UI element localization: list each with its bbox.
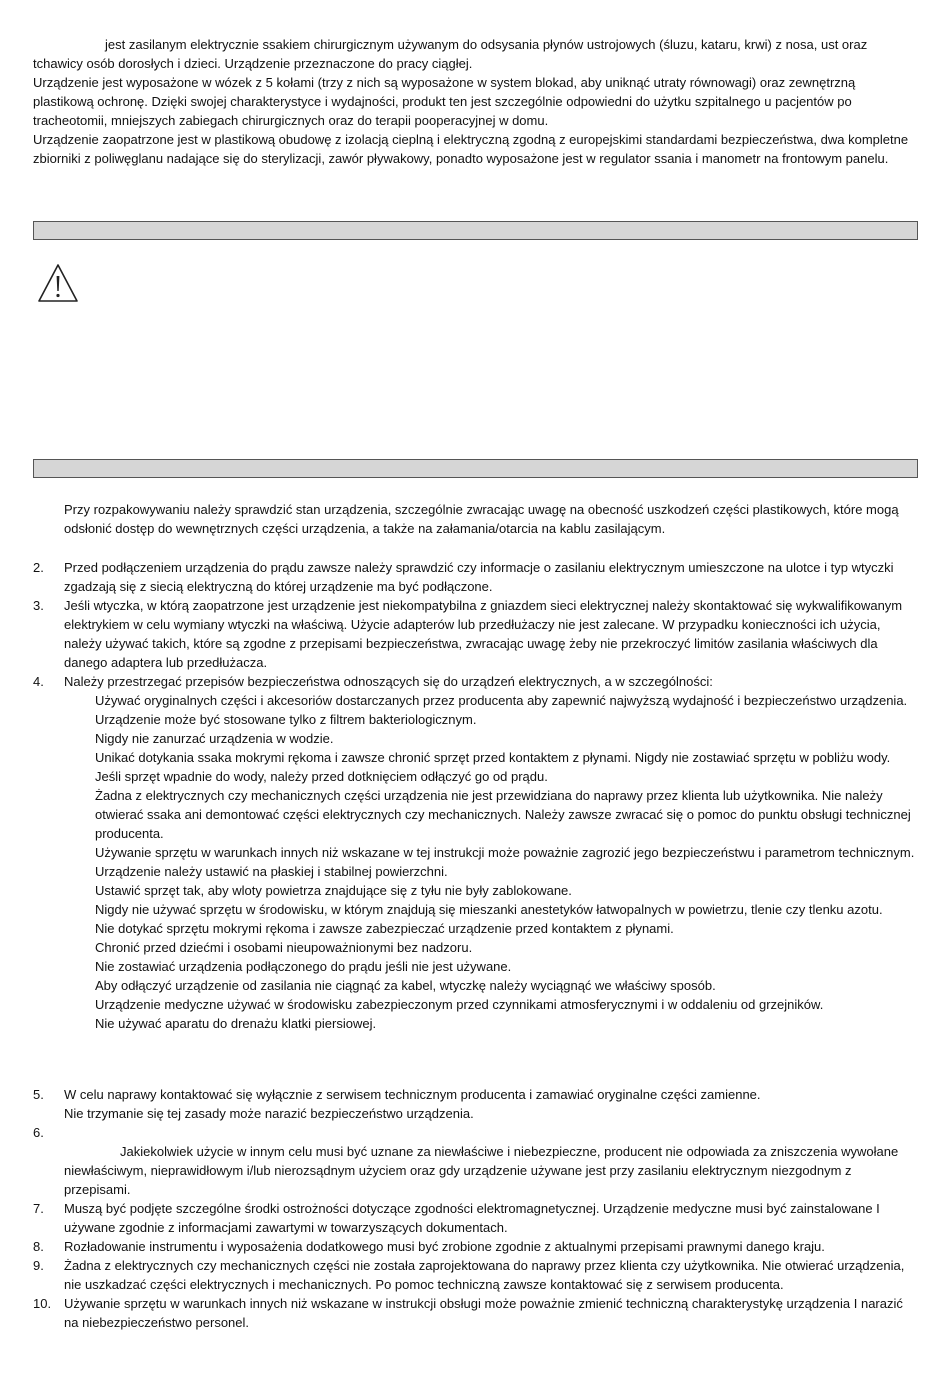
sub-list (95, 691, 917, 1033)
list-item-8: Rozładowanie instrumentu i wyposażenia dodatkowego musi być zrobione zgodnie z aktualnymi przepisami prawnymi danego kraju. (64, 1239, 825, 1254)
list-number: 4. (33, 674, 44, 689)
intro-paragraph-3: Urządzenie zaopatrzone jest w plastikową obudowę z izolacją cieplną i elektryczną zgodną z europejskimi standardami bezpieczeństwa, dwa kompletne zbiorniki z poliwęglanu nadające się do sterylizacji, zawór pływakowy, ponadto wyposażone jest w regulator ssania i manometr na frontowym panelu. (33, 132, 909, 166)
list-item-9: Żadna z elektrycznych czy mechanicznych części nie została zaprojektowana do naprawy przez klienta czy użytkownika. Nie otwierać urządzenia, nie uszkadzać części elektrycznych i mechanicznych. Po pomoc techniczną zawsze kontaktować się z serwisem producenta. (64, 1258, 905, 1292)
sub-list-item: Unikać dotykania ssaka mokrymi rękoma i zawsze chronić sprzęt przed kontaktem z płynami. Nigdy nie zostawiać sprzętu w pobliżu wody. Jeśli sprzęt wpadnie do wody, należy przed dotknięciem odłączyć go od prądu. (95, 750, 891, 784)
sub-list-item: Używanie sprzętu w warunkach innych niż wskazane w tej instrukcji może poważnie zagrozić jego bezpieczeństwu i parametrom technicznym. (95, 845, 915, 860)
intro-paragraph-1: jest zasilanym elektrycznie ssakiem chirurgicznym używanym do odsysania płynów ustrojowych (śluzu, kataru, krwi) z nosa, ust oraz tchawicy osób dorosłych i dzieci. Urządzenie przeznaczone do pracy ciągłej. (33, 37, 868, 71)
section-header-bar-1 (33, 221, 918, 240)
list-number: 9. (33, 1258, 44, 1273)
list-item-7: Muszą być podjęte szczególne środki ostrożności dotyczące zgodności elektromagnetycznej. Urządzenie medyczne musi być zainstalowane I używane zgodnie z informacjami zawartymi w towarzyszących dokumentach. (64, 1201, 880, 1235)
sub-list-item: Używać oryginalnych części i akcesoriów dostarczanych przez producenta aby zapewnić najwyższą wydajność i bezpieczeństwo urządzenia. (95, 693, 908, 708)
sub-list-item: Żadna z elektrycznych czy mechanicznych części urządzenia nie jest przewidziana do naprawy przez klienta lub użytkownika. Nie należy otwierać ssaka ani demontować części elektrycznych czy mechanicznych. Należy zawsze zwracać się o pomoc do punktu obsługi technicznej producenta. (95, 788, 911, 841)
list-number: 5. (33, 1087, 44, 1102)
warning-triangle-icon (36, 262, 80, 304)
list-number: 8. (33, 1239, 44, 1254)
list-item-1: Przy rozpakowywaniu należy sprawdzić stan urządzenia, szczególnie zwracając uwagę na obecność uszkodzeń części plastikowych, które mogą odsłonić dostęp do wewnętrznych części urządzenia, a także na załamania/otarcia na kablu zasilającym. (64, 502, 899, 536)
intro-paragraph-2: Urządzenie jest wyposażone w wózek z 5 kołami (trzy z nich są wyposażone w system blokad, aby uniknąć utraty równowagi) oraz zewnętrzną plastikową ochronę. Dzięki swojej charakterystyce i wydajności, produkt ten jest szczególnie odpowiedni do użytku szpitalnego u pacjentów po tracheotomii, mniejszych zabiegach chirurgicznych oraz do terapii pooperacyjnej w domu. (33, 75, 856, 128)
sub-list-item: Urządzenie należy ustawić na płaskiej i stabilnej powierzchni. (95, 864, 448, 879)
sub-list-item: Urządzenie medyczne używać w środowisku zabezpieczonym przed czynnikami atmosferycznymi i w oddaleniu od grzejników. (95, 997, 824, 1012)
list-item-2: Przed podłączeniem urządzenia do prądu zawsze należy sprawdzić czy informacje o zasilaniu elektrycznym umieszczone na ulotce i typ wtyczki zgadzają się z siecią elektryczną do której urządzenie ma być podłączone. (64, 560, 894, 594)
sub-list-item: Chronić przed dziećmi i osobami nieupoważnionymi bez nadzoru. (95, 940, 473, 955)
list-item-4: Należy przestrzegać przepisów bezpieczeństwa odnoszących się do urządzeń elektrycznych, a w szczególności: (64, 674, 713, 689)
sub-list-item: Nigdy nie zanurzać urządzenia w wodzie. (95, 731, 334, 746)
section-header-bar-2 (33, 459, 918, 478)
list-item-3: Jeśli wtyczka, w którą zaopatrzone jest urządzenie jest niekompatybilna z gniazdem sieci elektrycznej należy skontaktować się wykwalifikowanym elektrykiem w celu wymiany wtyczki na właściwą. Użycie adapterów lub przedłużaczy nie jest zalecane. W przypadku konieczności ich użycia, należy używać takich, które są zgodne z przepisami bezpieczeństwa, zwracając uwagę żeby nie przekroczyć limitów zasilania właściwych dla danego adaptera lub przedłużacza. (64, 598, 903, 670)
list-item-5a: W celu naprawy kontaktować się wyłącznie z serwisem technicznym producenta i zamawiać oryginalne części zamienne. (64, 1087, 761, 1102)
list-item-10: Używanie sprzętu w warunkach innych niż wskazane w instrukcji obsługi może poważnie zmienić techniczną charakterystykę urządzenia I narazić na niebezpieczeństwo personel. (64, 1296, 903, 1330)
list-number: 10. (33, 1296, 52, 1311)
sub-list-item: Ustawić sprzęt tak, aby wloty powietrza znajdujące się z tyłu nie były zablokowane. (95, 883, 572, 898)
list-item-6: Jakiekolwiek użycie w innym celu musi być uznane za niewłaściwe i niebezpieczne, producent nie odpowiada za zniszczenia wywołane niewłaściwym, nieprawidłowym i/lub nierozsądnym użyciem oraz gdy urządzenie używane jest przy zasilaniu elektrycznym niezgodnym z przepisami. (64, 1144, 899, 1197)
list-number: 3. (33, 598, 44, 613)
list-number: 7. (33, 1201, 44, 1216)
list-number: 6. (33, 1125, 44, 1140)
sub-list-item: Nie używać aparatu do drenażu klatki piersiowej. (95, 1016, 377, 1031)
sub-list-item: Urządzenie może być stosowane tylko z filtrem bakteriologicznym. (95, 712, 477, 727)
list-item-5b: Nie trzymanie się tej zasady może narazić bezpieczeństwo urządzenia. (64, 1106, 474, 1121)
sub-list-item: Nie dotykać sprzętu mokrymi rękoma i zawsze zabezpieczać urządzenie przed kontaktem z płynami. (95, 921, 674, 936)
intro-section (33, 35, 913, 168)
sub-list-item: Nie zostawiać urządzenia podłączonego do prądu jeśli nie jest używane. (95, 959, 512, 974)
list-number: 2. (33, 560, 44, 575)
sub-list-item: Nigdy nie używać sprzętu w środowisku, w którym znajdują się mieszanki anestetyków łatwopalnych w powietrzu, tlenie czy tlenku azotu. (95, 902, 883, 917)
sub-list-item: Aby odłączyć urządzenie od zasilania nie ciągnąć za kabel, wtyczkę należy wyciągnąć we właściwy sposób. (95, 978, 716, 993)
